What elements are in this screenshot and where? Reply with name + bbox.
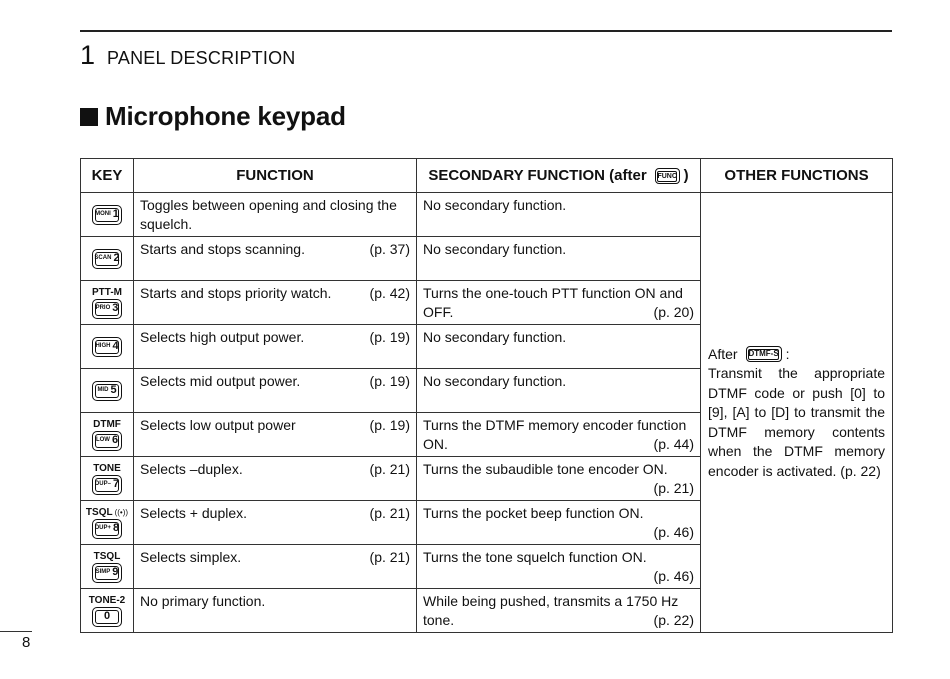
key-secondary-label-text: TONE bbox=[93, 462, 121, 474]
page-reference: (p. 21) bbox=[369, 549, 410, 565]
table-row bbox=[81, 193, 893, 237]
function-cell bbox=[134, 413, 417, 457]
text-line bbox=[140, 460, 410, 479]
key-digit: 9 bbox=[112, 566, 119, 578]
key-5-icon bbox=[92, 381, 122, 401]
secondary-function-cell bbox=[417, 237, 701, 281]
line-text: ON. bbox=[423, 436, 448, 452]
chapter-number: 1 bbox=[80, 40, 96, 70]
key-2-icon bbox=[92, 249, 122, 269]
dtmf-s-key-icon bbox=[746, 346, 782, 362]
key-1-icon bbox=[92, 205, 122, 225]
text-line bbox=[423, 548, 694, 567]
key-digit: 0 bbox=[103, 610, 111, 622]
key-3-icon bbox=[92, 299, 122, 319]
function-cell bbox=[134, 325, 417, 369]
text-line bbox=[423, 523, 694, 542]
table-header-row bbox=[81, 159, 893, 193]
key-small-label: DUP+ bbox=[94, 525, 112, 531]
page-reference: (p. 21) bbox=[369, 461, 410, 477]
key-cell bbox=[81, 413, 134, 457]
section-heading bbox=[80, 101, 346, 132]
key-cell bbox=[81, 237, 134, 281]
key-button-group bbox=[81, 193, 133, 236]
text-line bbox=[423, 303, 694, 322]
line-text: Turns the subaudible tone encoder ON. bbox=[423, 461, 668, 477]
key-button-group bbox=[81, 369, 133, 412]
header-function: FUNCTION bbox=[134, 159, 417, 193]
page-number: 8 bbox=[22, 634, 31, 651]
key-secondary-label bbox=[86, 507, 128, 518]
text-line bbox=[423, 567, 694, 586]
line-text: No secondary function. bbox=[423, 241, 567, 257]
line-text: No secondary function. bbox=[423, 373, 567, 389]
other-functions-cell bbox=[701, 193, 893, 633]
function-cell bbox=[134, 193, 417, 237]
key-cell bbox=[81, 325, 134, 369]
other-functions-text: Transmit the appropriate DTMF code or push [0] to [9], [A] to [D] to transmit the DTMF memory contents when the DTMF memory encoder is activated. (p. 22) bbox=[708, 365, 885, 479]
line-text: Starts and stops priority watch. bbox=[140, 285, 332, 301]
line-text: Selects –duplex. bbox=[140, 461, 243, 477]
key-8-icon bbox=[92, 519, 122, 539]
text-line bbox=[423, 328, 694, 347]
text-line bbox=[423, 196, 694, 215]
key-small-label: SIMP bbox=[95, 569, 111, 575]
text-line bbox=[140, 504, 410, 523]
key-cell bbox=[81, 545, 134, 589]
key-cell bbox=[81, 193, 134, 237]
page-reference: (p. 19) bbox=[369, 329, 410, 345]
table-body bbox=[81, 193, 893, 633]
text-line bbox=[140, 284, 410, 303]
header-other-functions: OTHER FUNCTIONS bbox=[701, 159, 893, 193]
key-cell bbox=[81, 457, 134, 501]
page-reference: (p. 37) bbox=[369, 241, 410, 257]
text-line bbox=[423, 284, 694, 303]
text-line bbox=[423, 611, 694, 630]
line-text: Turns the DTMF memory encoder function bbox=[423, 417, 687, 433]
section-title: Microphone keypad bbox=[105, 101, 346, 131]
key-7-icon bbox=[92, 475, 122, 495]
line-text: OFF. bbox=[423, 304, 454, 320]
line-text: Selects mid output power. bbox=[140, 373, 301, 389]
text-line bbox=[140, 240, 410, 259]
function-cell bbox=[134, 501, 417, 545]
pocket-beep-icon: ((•)) bbox=[114, 507, 129, 517]
line-text: While being pushed, transmits a 1750 Hz bbox=[423, 593, 679, 609]
key-button-group bbox=[81, 325, 133, 368]
key-digit: 3 bbox=[112, 302, 119, 314]
text-line bbox=[140, 196, 410, 215]
header-secondary-prefix: SECONDARY FUNCTION (after bbox=[428, 166, 647, 184]
key-small-label: DUP– bbox=[94, 481, 111, 487]
key-digit: 4 bbox=[112, 340, 119, 352]
other-functions-intro bbox=[708, 344, 885, 364]
text-line bbox=[140, 372, 410, 391]
text-line bbox=[423, 460, 694, 479]
text-line bbox=[423, 240, 694, 259]
text-line bbox=[140, 548, 410, 567]
key-digit: 5 bbox=[110, 384, 117, 396]
key-secondary-label-text: PTT-M bbox=[92, 286, 122, 298]
keypad-table bbox=[80, 158, 893, 633]
secondary-function-cell bbox=[417, 589, 701, 633]
key-0-icon bbox=[92, 607, 122, 627]
text-line bbox=[140, 592, 410, 611]
text-line bbox=[423, 504, 694, 523]
top-rule bbox=[80, 30, 892, 32]
line-text: Starts and stops scanning. bbox=[140, 241, 305, 257]
key-small-label: HIGH bbox=[95, 343, 111, 349]
key-button-group bbox=[81, 545, 133, 588]
line-text: No secondary function. bbox=[423, 329, 567, 345]
page-reference: (p. 21) bbox=[369, 505, 410, 521]
page-reference: (p. 22) bbox=[653, 612, 694, 628]
header-key: KEY bbox=[81, 159, 134, 193]
page-reference: (p. 19) bbox=[369, 417, 410, 433]
key-button-group bbox=[81, 413, 133, 456]
key-digit: 1 bbox=[112, 208, 119, 220]
key-secondary-label bbox=[92, 287, 122, 298]
function-cell bbox=[134, 589, 417, 633]
key-6-icon bbox=[92, 431, 122, 451]
function-cell bbox=[134, 281, 417, 325]
func-key-icon bbox=[655, 168, 680, 184]
key-digit: 7 bbox=[112, 478, 120, 490]
after-label: After bbox=[708, 346, 738, 362]
line-text: squelch. bbox=[140, 216, 193, 232]
key-secondary-label-text: TONE-2 bbox=[88, 594, 126, 606]
text-line bbox=[423, 372, 694, 391]
secondary-function-cell bbox=[417, 193, 701, 237]
line-text: Selects high output power. bbox=[140, 329, 305, 345]
line-text: Turns the one-touch PTT function ON and bbox=[423, 285, 683, 301]
line-text: Selects + duplex. bbox=[140, 505, 248, 521]
key-button-group bbox=[81, 281, 133, 324]
line-text: No secondary function. bbox=[423, 197, 567, 213]
key-secondary-label bbox=[93, 463, 121, 474]
key-button-group bbox=[81, 589, 133, 632]
secondary-function-cell bbox=[417, 545, 701, 589]
page-reference: (p. 20) bbox=[653, 304, 694, 320]
line-text: No primary function. bbox=[140, 593, 266, 609]
key-small-label: MONI bbox=[95, 211, 111, 217]
page-reference: (p. 19) bbox=[369, 373, 410, 389]
chapter-title: PANEL DESCRIPTION bbox=[107, 48, 296, 68]
key-small-label: MID bbox=[97, 387, 109, 393]
key-secondary-label bbox=[89, 595, 126, 606]
func-key-label: FUNC bbox=[657, 172, 677, 180]
header-secondary-suffix: ) bbox=[683, 166, 689, 184]
text-line bbox=[140, 215, 410, 234]
key-4-icon bbox=[92, 337, 122, 357]
page-reference: (p. 21) bbox=[653, 480, 694, 496]
key-cell bbox=[81, 369, 134, 413]
key-secondary-label bbox=[93, 419, 121, 430]
key-small-label: PRIO bbox=[95, 305, 111, 311]
square-bullet-icon bbox=[80, 108, 98, 126]
key-button-group bbox=[81, 237, 133, 280]
key-cell bbox=[81, 281, 134, 325]
colon-label: : bbox=[785, 346, 790, 362]
function-cell bbox=[134, 369, 417, 413]
key-small-label: SCAN bbox=[94, 255, 112, 261]
function-cell bbox=[134, 545, 417, 589]
key-secondary-label-text: DTMF bbox=[93, 418, 121, 430]
line-text: Toggles between opening and closing the bbox=[140, 197, 397, 213]
secondary-function-cell bbox=[417, 457, 701, 501]
text-line bbox=[423, 479, 694, 498]
text-line bbox=[423, 592, 694, 611]
key-button-group bbox=[81, 457, 133, 500]
key-small-label: LOW bbox=[95, 437, 110, 443]
text-line bbox=[423, 416, 694, 435]
footer-rule bbox=[0, 631, 32, 632]
text-line bbox=[423, 435, 694, 454]
key-digit: 6 bbox=[111, 434, 119, 446]
secondary-function-cell bbox=[417, 281, 701, 325]
line-text: Turns the pocket beep function ON. bbox=[423, 505, 644, 521]
key-digit: 2 bbox=[113, 252, 120, 264]
page-reference: (p. 42) bbox=[369, 285, 410, 301]
key-digit: 8 bbox=[113, 522, 120, 534]
dtmf-s-key-label: DTMF-S bbox=[748, 349, 779, 358]
line-text: Turns the tone squelch function ON. bbox=[423, 549, 647, 565]
text-line bbox=[140, 416, 410, 435]
key-cell bbox=[81, 589, 134, 633]
header-secondary-function bbox=[417, 159, 701, 193]
key-cell bbox=[81, 501, 134, 545]
line-text: tone. bbox=[423, 612, 455, 628]
page-reference: (p. 46) bbox=[653, 568, 694, 584]
page-reference: (p. 46) bbox=[653, 524, 694, 540]
secondary-function-cell bbox=[417, 369, 701, 413]
key-secondary-label-text: TSQL bbox=[93, 550, 121, 562]
text-line bbox=[140, 328, 410, 347]
key-secondary-label-text: TSQL bbox=[85, 506, 113, 518]
function-cell bbox=[134, 237, 417, 281]
key-secondary-label bbox=[94, 551, 121, 562]
line-text: Selects low output power bbox=[140, 417, 296, 433]
line-text: Selects simplex. bbox=[140, 549, 242, 565]
function-cell bbox=[134, 457, 417, 501]
key-button-group bbox=[81, 501, 133, 544]
secondary-function-cell bbox=[417, 501, 701, 545]
secondary-function-cell bbox=[417, 325, 701, 369]
chapter-heading bbox=[80, 40, 295, 71]
secondary-function-cell bbox=[417, 413, 701, 457]
key-9-icon bbox=[92, 563, 122, 583]
page-reference: (p. 44) bbox=[653, 436, 694, 452]
